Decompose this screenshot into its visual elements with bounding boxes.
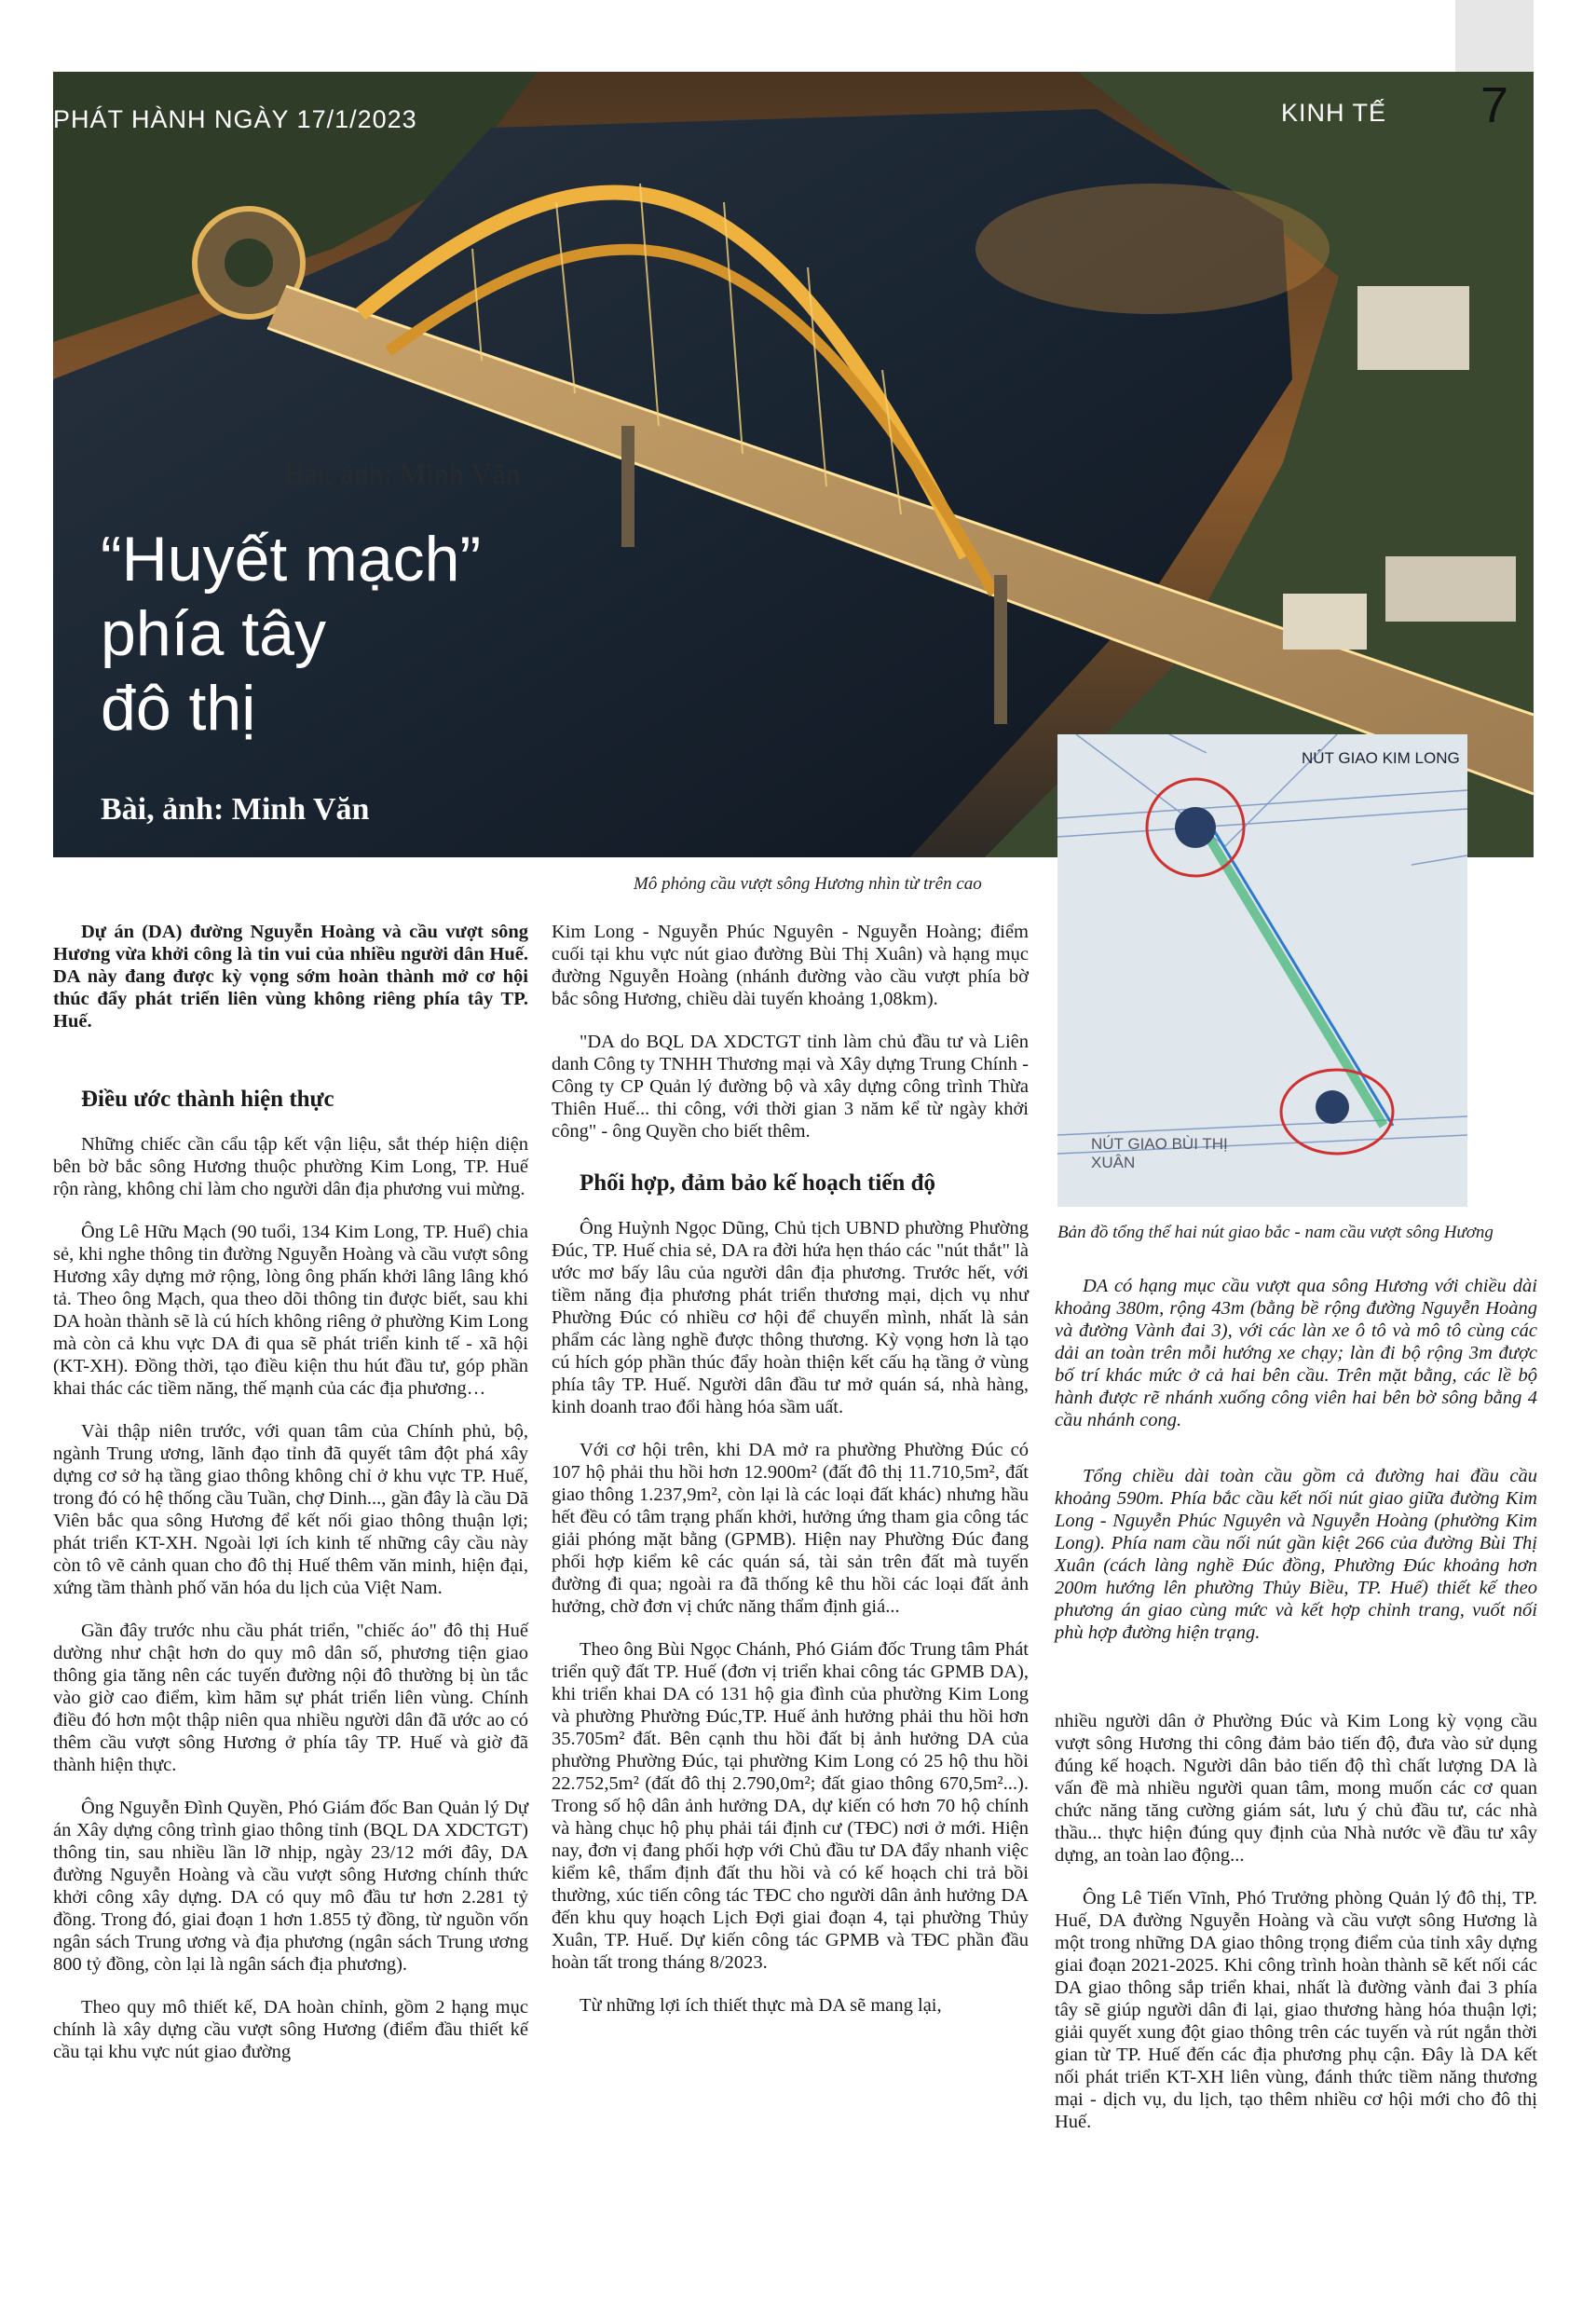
byline: Bài, ảnh: Minh Văn: [101, 792, 370, 827]
page-number: 7: [1480, 77, 1509, 133]
body-paragraph: Những chiếc cần cẩu tập kết vận liệu, sắt thép hiện diện bên bờ bắc sông Hương thuộc phường Kim Long, TP. Huế rộn ràng, không chỉ làm cho người dân địa phương vui mừng.: [53, 1134, 528, 1199]
body-paragraph: Ông Nguyễn Đình Quyền, Phó Giám đốc Ban Quản lý Dự án Xây dựng công trình giao thông tỉnh (BQL DA XDCTGT) thông tin, sau nhiều lần lỡ nhịp, ngày 23/12 mới đây, DA đường Nguyễn Hoàng và cầu vượt sông Hương chính thức khởi công xây dựng. DA có quy mô đầu tư hơn 2.281 tỷ đồng. Trong đó, giai đoạn 1 hơn 1.855 tỷ đồng, từ nguồn vốn ngân sách Trung ương và địa phương (ngân sách Trung ương 800 tỷ đồng, còn lại là ngân sách địa phương).: [53, 1798, 528, 1975]
column-1: [53, 921, 528, 2084]
title-line: phía tây: [101, 598, 326, 669]
column-3-italic: [1055, 1275, 1537, 1664]
body-paragraph: Gần đây trước nhu cầu phát triển, "chiếc áo" đô thị Huế dường như chật hơn do quy mô dân số, phương tiện giao thông gia tăng nên các tuyến đường nội đô thường bị ùn tắc vào giờ cao điểm, kìm hãm sự phát triển liên vùng. Chính điều đó hơn một thập niên qua nhiều người dân đã ước ao có thêm cầu vượt sông Hương ở phía tây TP. Huế và giờ đã thành hiện thực.: [53, 1621, 528, 1775]
body-paragraph: Kim Long - Nguyễn Phúc Nguyên - Nguyễn Hoàng; điểm cuối tại khu vực nút giao đường Bùi Thị Xuân) và hạng mục đường Nguyễn Hoàng (nhánh đường vào cầu vượt phía bờ bắc sông Hương, chiều dài tuyến khoảng 1,08km).: [552, 922, 1029, 1009]
lead-paragraph: Dự án (DA) đường Nguyễn Hoàng và cầu vượt sông Hương vừa khởi công là tin vui của nhiều người dân Huế. DA này đang được kỳ vọng sớm hoàn thành mở cơ hội thúc đẩy phát triển liên vùng không riêng phía tây TP. Huế.: [53, 922, 528, 1032]
italic-paragraph: Tổng chiều dài toàn cầu gồm cả đường hai đầu cầu khoảng 590m. Phía bắc cầu kết nối nút giao giữa đường Kim Long - Nguyễn Phúc Nguyên và Nguyễn Hoàng (phường Kim Long). Phía nam cầu nối nút gần kiệt 266 của đường Bùi Thị Xuân (cách làng nghề Đúc đồng, Phường Đúc khoảng hơn 200m hướng lên phường Thủy Biều, TP. Huế) thiết kế theo phương án giao cùng mức và kết hợp chỉnh trang, vuốt nối phù hợp đường hiện trạng.: [1055, 1466, 1537, 1643]
body-paragraph: "DA do BQL DA XDCTGT tỉnh làm chủ đầu tư và Liên danh Công ty TNHH Thương mại và Xây dựng Trung Chính - Công ty CP Quản lý đường bộ và xây dựng công trình Thừa Thiên Huế... thi công, với thời gian 3 năm kể từ ngày khởi công" - ông Quyền cho biết thêm.: [552, 1032, 1029, 1142]
section-heading: Phối hợp, đảm bảo kế hoạch tiến độ: [580, 1170, 935, 1196]
italic-paragraph: DA có hạng mục cầu vượt qua sông Hương với chiều dài khoảng 380m, rộng 43m (bằng bề rộng đường Nguyễn Hoàng và đường Vành đai 3), với các làn xe ô tô và mô tô cùng các dải an toàn trên mỗi hướng xe chạy; làn đi bộ rộng 3m được bố trí khác mức ở cả hai bên cầu. Trên mặt bằng, các lề bộ hành được rẽ nhánh xuống công viên hai bên bờ sông bằng 4 cầu nhánh cong.: [1055, 1276, 1537, 1430]
body-paragraph: Từ những lợi ích thiết thực mà DA sẽ mang lại,: [580, 1995, 942, 2016]
intersection-map: [1057, 734, 1467, 1207]
column-2: [552, 921, 1029, 2037]
section-label: KINH TẾ: [1281, 99, 1387, 127]
ghost-byline: Bài, ảnh: Minh Văn: [284, 457, 521, 490]
body-paragraph: Theo quy mô thiết kế, DA hoàn chỉnh, gồm 2 hạng mục chính là xây dựng cầu vượt sông Hương (điểm đầu thiết kế cầu tại khu vực nút giao đường: [53, 1997, 528, 2062]
title-line: “Huyết mạch”: [101, 524, 482, 595]
body-paragraph: nhiều người dân ở Phường Đúc và Kim Long kỳ vọng cầu vượt sông Hương thi công đảm bảo tiến độ, đưa vào sử dụng đúng kế hoạch. Người dân bảo tiến độ thì chất lượng DA là vấn đề mà nhiều người quan tâm, mong muốn các cơ quan chức năng tăng cường giám sát, lưu ý chủ đầu tư, các nhà thầu... thực hiện đúng quy định của Nhà nước về đầu tư xây dựng, an toàn lao động...: [1055, 1711, 1537, 1866]
map-label-bui-thi-xuan: NÚT GIAO BÙI THỊ XUÂN: [1091, 1135, 1228, 1171]
body-paragraph: Ông Lê Tiến Vĩnh, Phó Trưởng phòng Quản lý đô thị, TP. Huế, DA đường Nguyễn Hoàng và cầu vượt sông Hương là một trong những DA giao thông trọng điểm của tỉnh xây dựng giai đoạn 2021-2025. Khi công trình hoàn thành sẽ kết nối các DA giao thông sắp triển khai, nhất là đường vành đai 3 phía tây sẽ giúp người dân đi lại, giao thương hàng hóa thuận lợi; giải quyết xung đột giao thông trên các tuyến và rút ngắn thời gian từ TP. Huế đến các địa phương phụ cận. Đây là DA kết nối phát triển KT-XH liên vùng, đánh thức tiềm năng thương mại - dịch vụ, du lịch, tạo thêm nhiều cơ hội mới cho đô thị Huế.: [1055, 1888, 1537, 2132]
article-title: [101, 522, 678, 746]
issue-date: PHÁT HÀNH NGÀY 17/1/2023: [53, 105, 417, 133]
column-3: [1055, 1710, 1537, 2154]
section-heading: Điều ước thành hiện thực: [81, 1087, 334, 1112]
map-caption: Bản đồ tổng thể hai nút giao bắc - nam cầu vượt sông Hương: [1057, 1223, 1494, 1242]
body-paragraph: Với cơ hội trên, khi DA mở ra phường Phường Đúc có 107 hộ phải thu hồi hơn 12.900m² (đất đô thị 11.710,5m², đất giao thông 1.237,9m², còn lại là các loại đất khác) nhưng hầu hết đều có tâm trạng phấn khởi, hưởng ứng tham gia công tác giải phóng mặt bằng (GPMB). Hiện nay Phường Đúc đang phối hợp kiểm kê các quán sá, tài sản trên đất mà tuyến đường đi qua; ngoài ra đã thống kê thu hồi các loại đất ảnh hưởng, chờ đơn vị chức năng thẩm định giá...: [552, 1440, 1029, 1617]
body-paragraph: Ông Lê Hữu Mạch (90 tuổi, 134 Kim Long, TP. Huế) chia sẻ, khi nghe thông tin đường Nguyễn Hoàng và cầu vượt sông Hương xây dựng mở rộng, lòng ông phấn khởi lâng lâng khó tả. Theo ông Mạch, qua theo dõi thông tin được biết, sau khi DA hoàn thành sẽ là cú hích không riêng ở phường Kim Long mà còn cả khu vực DA đi qua sẽ phát triển kinh tế - xã hội (KT-XH). Đồng thời, tạo điều kiện thu hút đầu tư, góp phần khai thác các tiềm năng, thế mạnh của các địa phương…: [53, 1222, 528, 1399]
body-paragraph: Ông Huỳnh Ngọc Dũng, Chủ tịch UBND phường Phường Đúc, TP. Huế chia sẻ, DA ra đời hứa hẹn tháo các "nút thắt" là ước mơ bấy lâu của người dân địa phương. Trước hết, với tiềm năng địa phương phát triển thương mại, dịch vụ như Phường Đúc có nhiều cơ hội để chuyển mình, nhất là sản phẩm các làng nghề được thông thương. Kỳ vọng hơn là tạo cú hích góp phần thúc đẩy hoàn thiện kết cấu hạ tầng ở vùng phía tây TP. Huế. Người dân đầu tư mở quán sá, nhà hàng, kinh doanh trao đổi hàng hóa sầm uất.: [552, 1218, 1029, 1417]
title-line: đô thị: [101, 673, 256, 744]
hero-caption: Mô phỏng cầu vượt sông Hương nhìn từ trên cao: [634, 874, 982, 894]
body-paragraph: Vài thập niên trước, với quan tâm của Chính phủ, bộ, ngành Trung ương, lãnh đạo tỉnh đã quyết tâm đột phá xây dựng cơ sở hạ tầng giao thông không chỉ ở khu vực TP. Huế, trong đó có hệ thống cầu Tuần, chợ Dinh..., gần đây là cầu Dã Viên bắc qua sông Hương để kết nối giao thông thuận lợi; phát triển KT-XH. Ngoài lợi ích kinh tế những cây cầu này còn tô vẽ cảnh quan cho đô thị Huế thêm văn minh, hiện đại, xứng tầm thành phố văn hóa du lịch của Việt Nam.: [53, 1421, 528, 1598]
map-label-kim-long: NÚT GIAO KIM LONG: [1302, 749, 1460, 767]
body-paragraph: Theo ông Bùi Ngọc Chánh, Phó Giám đốc Trung tâm Phát triển quỹ đất TP. Huế (đơn vị triển khai công tác GPMB DA), khi triển khai DA có 131 hộ gia đình của phường Kim Long và phường Phường Đúc,TP. Huế ảnh hưởng phải thu hồi hơn 35.705m² đất. Bên cạnh thu hồi đất bị ảnh hưởng DA của phường Phường Đúc, tại phường Kim Long có 25 hộ thu hồi 22.752,5m² (đất đô thị 2.790,0m²; đất giao thông 670,5m²...). Trong số hộ dân ảnh hưởng DA, dự kiến có hơn 70 hộ chính và hàng chục hộ phụ phải tái định cư (TĐC) nơi ở mới. Hiện nay, đơn vị đang phối hợp với Chủ đầu tư DA đẩy nhanh việc kiểm kê, thẩm định đất thu hồi và có kế hoạch chi trả bồi thường, xúc tiến công tác TĐC cho người dân ảnh hưởng DA đến khu quy hoạch Lịch Đợi giai đoạn 4, tại phường Thủy Xuân, TP. Huế. Dự kiến công tác GPMB và TĐC phần đầu hoàn tất trong tháng 8/2023.: [552, 1639, 1029, 1973]
